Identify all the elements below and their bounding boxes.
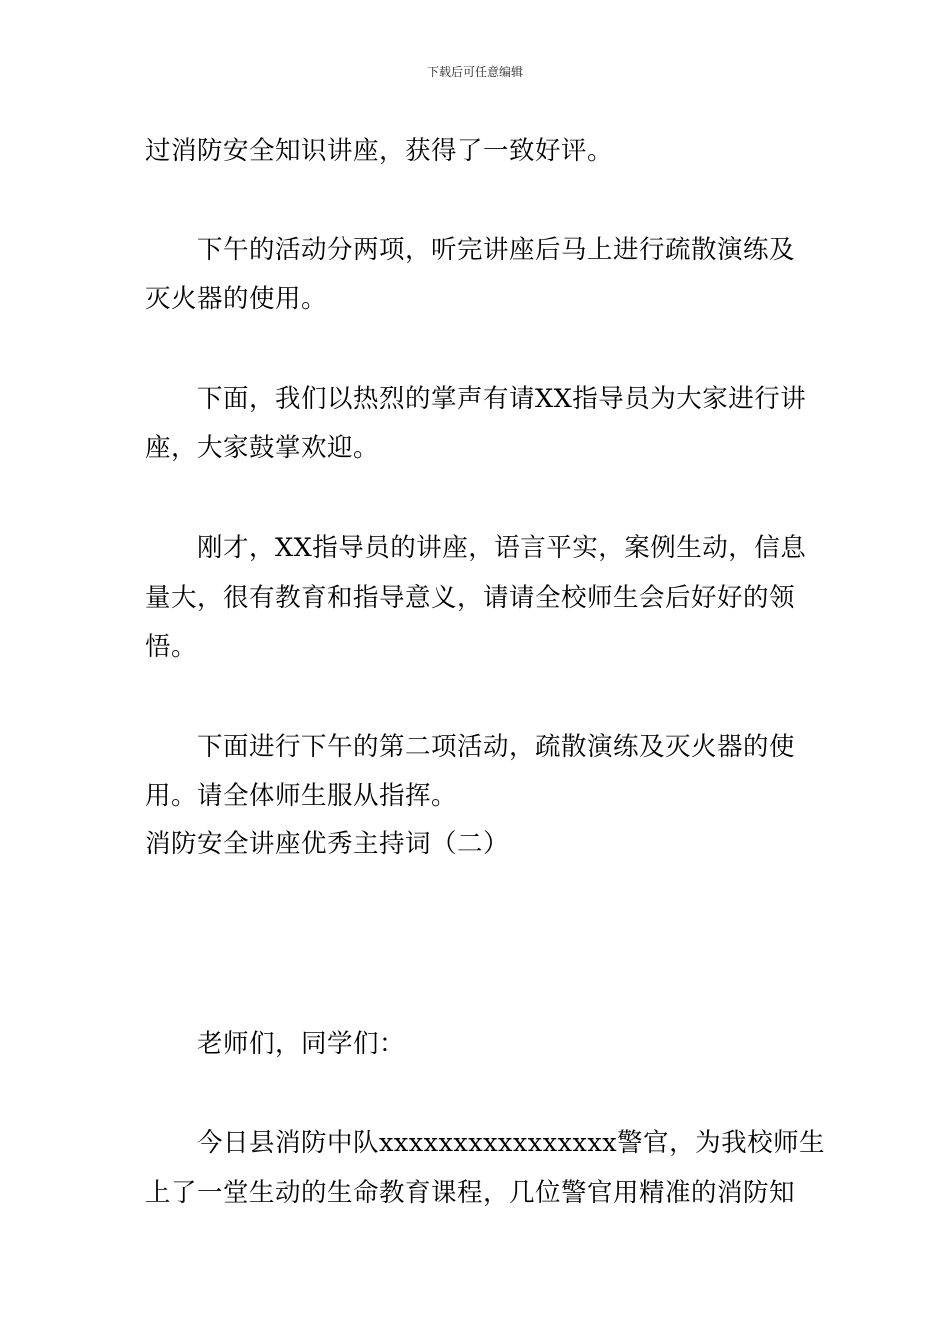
paragraph-line: 量大，很有教育和指导意义，请请全校师生会后好好的领	[145, 583, 796, 613]
paragraph-line: 座，大家鼓掌欢迎。	[145, 433, 380, 463]
paragraph-line: 下面，我们以热烈的掌声有请XX指导员为大家进行讲	[197, 384, 807, 414]
section-title: 消防安全讲座优秀主持词（二）	[145, 829, 510, 859]
paragraph-line: 刚才，XX指导员的讲座，语言平实，案例生动，信息	[197, 533, 807, 563]
paragraph-line: 下面进行下午的第二项活动，疏散演练及灭火器的使	[197, 732, 796, 762]
paragraph-line: 下午的活动分两项，听完讲座后马上进行疏散演练及	[197, 235, 796, 265]
paragraph-line: 今日县消防中队xxxxxxxxxxxxxxxx警官，为我校师生	[197, 1128, 826, 1158]
page-header: 下载后可任意编辑	[426, 65, 523, 79]
paragraph-line: 用。请全体师生服从指挥。	[145, 781, 458, 811]
paragraph-line: 灭火器的使用。	[145, 284, 328, 314]
paragraph-line: 过消防安全知识讲座，获得了一致好评。	[145, 136, 614, 166]
paragraph-line: 上了一堂生动的生命教育课程，几位警官用精准的消防知	[145, 1178, 796, 1208]
paragraph-line: 悟。	[145, 632, 198, 662]
paragraph-line: 老师们，同学们：	[197, 1029, 406, 1059]
